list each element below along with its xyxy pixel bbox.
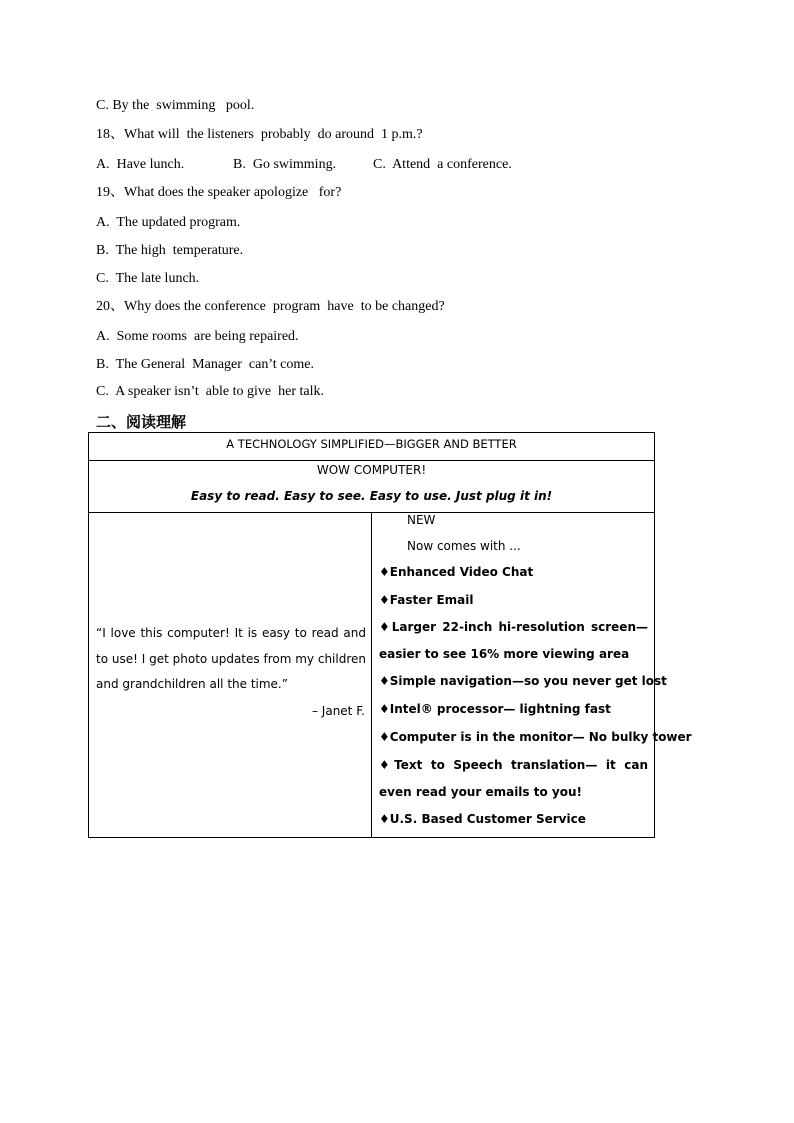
q18-option-a: A. Have lunch.	[96, 157, 185, 172]
ad-product-row	[89, 460, 654, 513]
new-label: NEW	[407, 513, 436, 527]
q19-option-b: B. The high temperature.	[96, 243, 244, 258]
q19-stem: 19、What does the speaker apologize for?	[96, 185, 342, 200]
feature-item: ♦Text to Speech translation— it can even read your emails to you!	[379, 758, 648, 799]
features-intro: Now comes with ...	[407, 539, 521, 553]
q20-stem: 20、Why does the conference program have to be changed?	[96, 299, 445, 314]
ad-headline: A TECHNOLOGY SIMPLIFIED—BIGGER AND BETTER	[89, 433, 654, 461]
column-divider	[371, 512, 372, 837]
feature-item: ♦Enhanced Video Chat	[379, 565, 534, 579]
feature-item: ♦Larger 22-inch hi-resolution screen—easier to see 16% more viewing area	[379, 620, 648, 661]
q19-option-a: A. The updated program.	[96, 215, 241, 230]
feature-item: ♦Computer is in the monitor— No bulky tower	[379, 730, 692, 744]
q18-option-b: B. Go swimming.	[233, 157, 337, 172]
advertisement-table	[88, 432, 692, 838]
feature-item: ♦Simple navigation—so you never get lost	[379, 674, 667, 688]
q18-stem: 18、What will the listeners probably do around 1 p.m.?	[96, 127, 423, 142]
feature-item: ♦Faster Email	[379, 593, 474, 607]
q20-option-a: A. Some rooms are being repaired.	[96, 329, 299, 344]
feature-item: ♦Intel® processor— lightning fast	[379, 702, 611, 716]
q20-option-b: B. The General Manager can’t come.	[96, 357, 314, 372]
q18-option-c: C. Attend a conference.	[373, 157, 512, 172]
q20-option-c: C. A speaker isn’t able to give her talk.	[96, 384, 324, 399]
section-title: 二、阅读理解	[96, 413, 187, 431]
ad-product-name: WOW COMPUTER!	[316, 463, 427, 477]
testimonial-author: – Janet F.	[311, 704, 365, 718]
feature-item: ♦U.S. Based Customer Service	[379, 812, 586, 826]
testimonial: “I love this computer! It is easy to read and to use! I get photo updates from my children and grandchildren all the time.”	[96, 626, 366, 691]
q17-option-c: C. By the swimming pool.	[96, 98, 255, 113]
ad-tagline: Easy to read. Easy to see. Easy to use. Just plug it in!	[190, 489, 553, 503]
q19-option-c: C. The late lunch.	[96, 271, 200, 286]
